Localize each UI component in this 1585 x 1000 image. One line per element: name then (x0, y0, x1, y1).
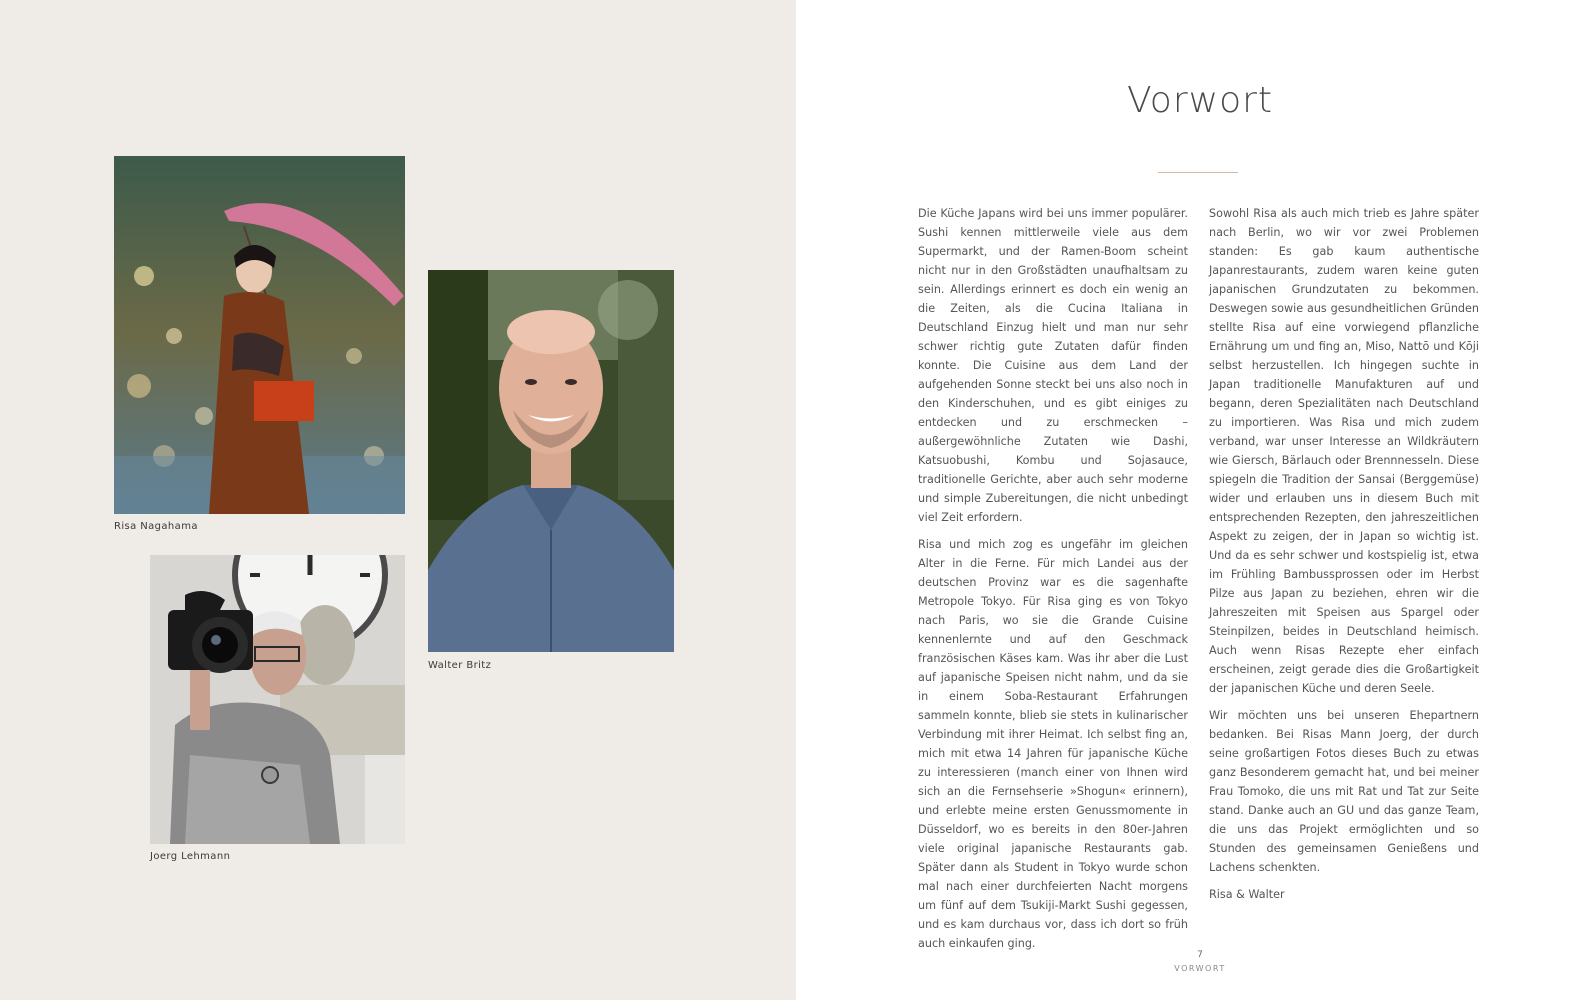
photographer-with-camera-photo (150, 555, 405, 844)
text-column-2 (1209, 204, 1479, 912)
signature: Risa & Walter (1209, 888, 1285, 901)
paragraph: Sowohl Risa als auch mich trieb es Jahre später nach Berlin, wo wir vor zwei Problemen standen: Es gab kaum authentische Japanrestaurants, zudem waren keine guten japanischen Grundzutaten zu bekommen. Deswegen sowie aus gesundheitlichen Gründen stellte Risa auf eine vorwiegend pflanzliche Ernährung um und fing an, Miso, Nattō und Kōji selbst herzustellen. Ich hingegen suchte in Japan traditionelle Manufakturen auf und begann, deren Spezialitäten nach Deutschland zu importieren. Was Risa und mich zudem verband, war unser Interesse an Wildkräutern wie Giersch, Bärlauch oder Brennnesseln. Diese spiegeln die Tradition der Sansai (Berggemüse) wider und erlauben uns in diesem Buch mit entsprechenden Rezepten, den jahreszeitlichen Aspekt zu zeigen, der in Japan so wichtig ist. Und da es sehr schwer und kostspielig ist, etwa im Frühling Bambussprossen oder im Herbst Pilze aus Japan zu beziehen, ehren wir die Jahreszeiten mit Speisen aus Spargel oder Steinpilzen, beides in Deutschland heimisch. Auch wenn Risas Rezepte eher einfach erscheinen, zeigt gerade dies die Großartigkeit der japanischen Küche und deren Seele. (1209, 207, 1479, 695)
photo-caption-joerg: Joerg Lehmann (150, 851, 231, 862)
paragraph: Wir möchten uns bei unseren Ehepartnern bedanken. Bei Risas Mann Joerg, der durch seine großartigen Fotos dieses Buch zu etwas ganz Besonderem gemacht hat, und bei meiner Frau Tomoko, die uns mit Rat und Tat zur Seite stand. Danke auch an GU und das ganze Team, die uns das Projekt ermöglichten und so Stunden des gemeinsamen Genießens und Lachens schenkten. (1209, 709, 1479, 874)
text-column-1 (918, 204, 1188, 961)
photo-caption-walter: Walter Britz (428, 660, 492, 671)
page-title: Vorwort (1126, 80, 1274, 121)
paragraph: Risa und mich zog es ungefähr im gleichen Alter in die Ferne. Für mich Landei aus der deutschen Provinz war es die sagenhafte Metropole Tokyo. Für Risa ging es von Tokyo nach Paris, wo sie die Grande Cuisine kennenlernte und auf den Geschmack französischen Käses kam. Was ihr aber die Lust auf japanische Speisen nicht nahm, und da sie in einem Soba-Restaurant Erfahrungen sammeln konnte, blieb sie stets in kulinarischer Verbindung mit ihrer Heimat. Ich selbst fing an, mich mit etwa 14 Jahren für japanische Küche zu interessieren (manch einer von Ihnen wird sich an die Fernsehserie »Shogun« erinnern), und erlebte meine ersten Genussmomente in Düsseldorf, wo es bereits in den 80er-Jahren viele original japanische Restaurants gab. Später dann als Student in Tokyo wurde schon mal nach einer durchfeierten Nacht morgens um fünf auf dem Tsukiji-Markt Sushi gegessen, und es kam durchaus vor, dass ich dort so früh auch einkaufen ging. (918, 538, 1188, 950)
photo-caption-risa: Risa Nagahama (114, 521, 198, 532)
running-footer: VORWORT (1174, 964, 1226, 973)
portrait-man-smiling-photo (428, 270, 674, 652)
paragraph: Die Küche Japans wird bei uns immer populärer. Sushi kennen mittlerweile viele aus dem Supermarkt, und der Ramen-Boom scheint nicht nur in den Großstädten unaufhaltsam zu sein. Allerdings erinnert es doch ein wenig an die Zeiten, als die Cucina Italiana in Deutschland Einzug hielt und man nur sehr schwer richtig gute Zutaten dafür finden konnte. Die Cuisine aus dem Land der aufgehenden Sonne steckt bei uns also noch in den Kinderschuhen, und es gibt einiges zu entdecken und zu erschmecken – außergewöhnliche Zutaten wie Dashi, Katsuobushi, Kombu und Sojasauce, traditionelle Gerichte, aber auch sehr moderne und simple Zubereitungen, die nicht unbedingt viel Zeit erfordern. (918, 207, 1188, 524)
title-divider (1158, 172, 1238, 173)
page-number: 7 (1197, 950, 1203, 960)
portrait-woman-umbrella-photo (114, 156, 405, 514)
